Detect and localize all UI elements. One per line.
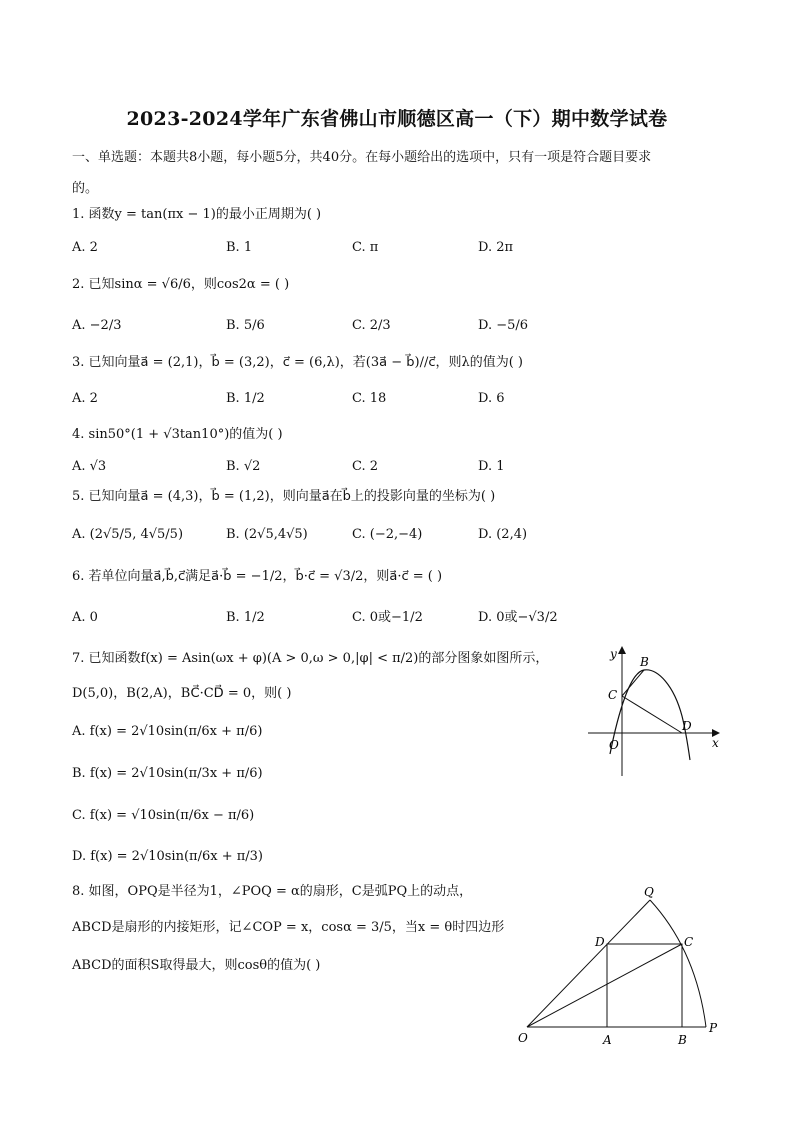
arc-pq xyxy=(650,900,706,1027)
q4-option-b: B. √2 xyxy=(226,459,261,474)
page-title: 2023-2024学年广东省佛山市顺德区高一（下）期中数学试卷 xyxy=(126,108,668,130)
q3-option-a: A. 2 xyxy=(72,391,98,406)
question-4-stem: 4. sin50°(1 + √3tan10°)的值为( ) xyxy=(72,427,283,442)
q3-option-d: D. 6 xyxy=(478,391,505,406)
q1-option-a: A. 2 xyxy=(72,240,98,255)
q7-option-d: D. f(x) = 2√10sin(π/6x + π/3) xyxy=(72,849,263,864)
q3-option-c: C. 18 xyxy=(352,391,387,406)
radius-oq xyxy=(527,900,650,1027)
inscribed-rectangle xyxy=(607,944,682,1027)
q1-option-c: C. π xyxy=(352,240,379,255)
question-2-stem: 2. 已知sinα = √6/6，则cos2α = ( ) xyxy=(72,277,290,292)
label-c: C xyxy=(684,935,694,949)
label-p: P xyxy=(709,1021,718,1035)
question-8-stem-cont2: ABCD的面积S取得最大，则cosθ的值为( ) xyxy=(72,958,321,973)
q1-option-b: B. 1 xyxy=(226,240,253,255)
question-8-stem: 8. 如图，OPQ是半径为1，∠POQ = α的扇形，C是弧PQ上的动点， xyxy=(72,884,473,899)
section-heading: 一、单选题：本题共8小题，每小题5分，共40分。在每小题给出的选项中，只有一项是符合题目要求 xyxy=(72,150,652,165)
q7-option-a: A. f(x) = 2√10sin(π/6x + π/6) xyxy=(72,724,263,739)
q2-option-b: B. 5/6 xyxy=(226,318,265,333)
label-a: A xyxy=(603,1033,612,1047)
q5-option-a: A. (2√5/5, 4√5/5) xyxy=(72,527,184,542)
segment-bc xyxy=(622,670,644,696)
label-y: y xyxy=(610,647,617,661)
q1-option-d: D. 2π xyxy=(478,240,514,255)
q2-option-c: C. 2/3 xyxy=(352,318,391,333)
question-1-stem: 1. 函数y = tan(πx − 1)的最小正周期为( ) xyxy=(72,207,322,222)
q5-option-c: C. (−2,−4) xyxy=(352,527,423,542)
question-3-stem: 3. 已知向量a⃗ = (2,1)，b⃗ = (3,2)，c⃗ = (6,λ)，若(3a⃗ − b⃗)//c⃗，则λ的值为( ) xyxy=(72,355,524,370)
question-5-stem: 5. 已知向量a⃗ = (4,3)，b⃗ = (1,2)，则向量a⃗在b⃗上的投影向量的坐标为( ) xyxy=(72,489,496,504)
label-b: B xyxy=(678,1033,687,1047)
label-x: x xyxy=(712,736,719,750)
q6-option-c: C. 0或−1/2 xyxy=(352,610,423,625)
segment-oc xyxy=(527,944,682,1027)
label-q: Q xyxy=(644,885,654,899)
question-7-stem: 7. 已知函数f(x) = Asin(ωx + φ)(A > 0,ω > 0,|φ| < π/2)的部分图象如图所示， xyxy=(72,651,549,666)
q7-option-b: B. f(x) = 2√10sin(π/3x + π/6) xyxy=(72,766,263,781)
label-d: D xyxy=(682,719,692,733)
q5-option-d: D. (2,4) xyxy=(478,527,528,542)
section-heading-cont: 的。 xyxy=(72,181,99,196)
segment-cd xyxy=(622,696,682,733)
q3-option-b: B. 1/2 xyxy=(226,391,265,406)
q4-option-a: A. √3 xyxy=(72,459,107,474)
q6-option-b: B. 1/2 xyxy=(226,610,265,625)
q6-option-d: D. 0或−√3/2 xyxy=(478,610,558,625)
question-6-stem: 6. 若单位向量a⃗,b⃗,c⃗满足a⃗·b⃗ = −1/2，b⃗·c⃗ = √3/2，则a⃗·c⃗ = ( ) xyxy=(72,569,443,584)
label-c: C xyxy=(608,688,618,702)
q5-option-b: B. (2√5,4√5) xyxy=(226,527,308,542)
label-d: D xyxy=(595,935,605,949)
q7-function-graph xyxy=(580,642,730,780)
q2-option-a: A. −2/3 xyxy=(72,318,122,333)
q6-option-a: A. 0 xyxy=(72,610,98,625)
question-7-stem-cont: D(5,0)，B(2,A)，BC⃗·CD⃗ = 0，则( ) xyxy=(72,686,292,701)
label-b: B xyxy=(640,655,649,669)
q7-option-c: C. f(x) = √10sin(π/6x − π/6) xyxy=(72,808,255,823)
q2-option-d: D. −5/6 xyxy=(478,318,529,333)
label-o: O xyxy=(609,738,619,752)
label-o: O xyxy=(518,1031,528,1045)
q4-option-c: C. 2 xyxy=(352,459,379,474)
q4-option-d: D. 1 xyxy=(478,459,505,474)
q8-sector-figure xyxy=(510,880,726,1050)
question-8-stem-cont: ABCD是扇形的内接矩形，记∠COP = x，cosα = 3/5，当x = θ时四边形 xyxy=(72,920,505,935)
